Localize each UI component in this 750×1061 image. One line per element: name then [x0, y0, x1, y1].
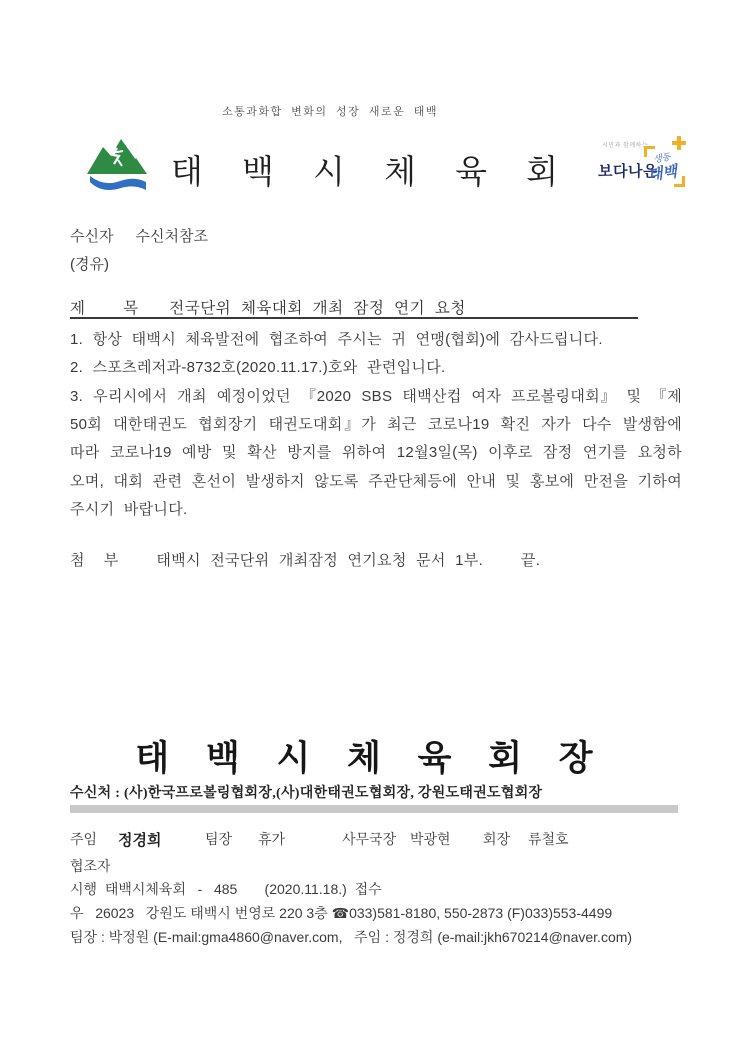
- via-label: (경유): [70, 256, 109, 273]
- body-line: 50회 대한태권도 협회장기 태권도대회』가 최근 코로나19 확진 자가 다수 발생함에: [70, 416, 682, 433]
- approval-role: 사무국장: [342, 831, 397, 847]
- recipient-label: 수신자: [70, 228, 114, 245]
- issue-line: 시행 태백시체육회 - 485 (2020.11.18.) 접수: [70, 881, 382, 897]
- approval-name: 류철호: [528, 831, 569, 847]
- approval-role: 회장: [483, 831, 511, 847]
- footer-divider: [70, 805, 678, 813]
- bracket-top-left-icon: [644, 146, 655, 157]
- approval-name: 휴가: [258, 831, 286, 847]
- plus-icon: [672, 136, 686, 150]
- brand-main-text: 보다나은: [598, 163, 658, 180]
- subject-underline: [70, 317, 638, 319]
- signer-title: 태 백 시 체 육 회 장: [135, 739, 607, 778]
- recipient-row: [70, 225, 208, 246]
- body-line: 3. 우리시에서 개최 예정이었던 『2020 SBS 태백산컵 여자 프로볼링대회』 및 『제: [70, 388, 682, 405]
- approval-name: 박광현: [410, 831, 451, 847]
- brand-small-text: 시민과 함께하는: [602, 143, 649, 149]
- brand-script-bottom: 태백: [647, 163, 679, 184]
- approval-role: 팀장: [205, 831, 233, 847]
- approval-row: [0, 829, 750, 849]
- subject-text: 전국단위 체육대회 개최 잠정 연기 요청: [169, 300, 466, 317]
- cooperator-label: 협조자: [70, 858, 111, 874]
- brand-script-top: 생동: [652, 151, 672, 165]
- recipients-list: 수신처 : (사)한국프로볼링협회장,(사)대한태권도협회장, 강원도태권도협회장: [70, 786, 543, 801]
- header-slogan: 소통과화합 변화의 성장 새로운 태백: [221, 106, 439, 118]
- contacts-line: 팀장 : 박정원 (E-mail:gma4860@naver.com, 주임 : 정경희 (e-mail:jkh670214@naver.com): [70, 929, 633, 945]
- body-line: 1. 항상 태백시 체육발전에 협조하여 주시는 귀 연맹(협회)에 감사드립니다.: [70, 331, 603, 348]
- body-line: 따라 코로나19 예방 및 확산 방지를 위하여 12월3일(목) 이후로 잠정 연기를 요청하: [70, 444, 682, 461]
- address-line: 우 26023 강원도 태백시 번영로 220 3층 ☎033)581-8180, 550-2873 (F)033)553-4499: [70, 905, 613, 921]
- body-line: 주시기 바랍니다.: [70, 501, 188, 518]
- bracket-bottom-right-icon: [674, 176, 685, 187]
- attachment-line: 첨 부 태백시 전국단위 개최잠정 연기요청 문서 1부. 끝.: [70, 552, 541, 569]
- body-line: 2. 스포츠레저과-8732호(2020.11.17.)호와 관련입니다.: [70, 359, 446, 376]
- approval-role: 주임: [70, 831, 98, 847]
- document-title: 태 백 시 체 육 회: [170, 153, 574, 190]
- subject-row: [70, 296, 680, 318]
- city-brand-logo: [596, 134, 688, 206]
- recipient-value: 수신처참조: [135, 228, 208, 245]
- body-line: 오며, 대회 관련 혼선이 발생하지 않도록 주관단체등에 안내 및 홍보에 만전을 기하여: [70, 473, 682, 490]
- subject-label: 제 목: [70, 300, 156, 317]
- approval-name: 정경희: [118, 832, 162, 849]
